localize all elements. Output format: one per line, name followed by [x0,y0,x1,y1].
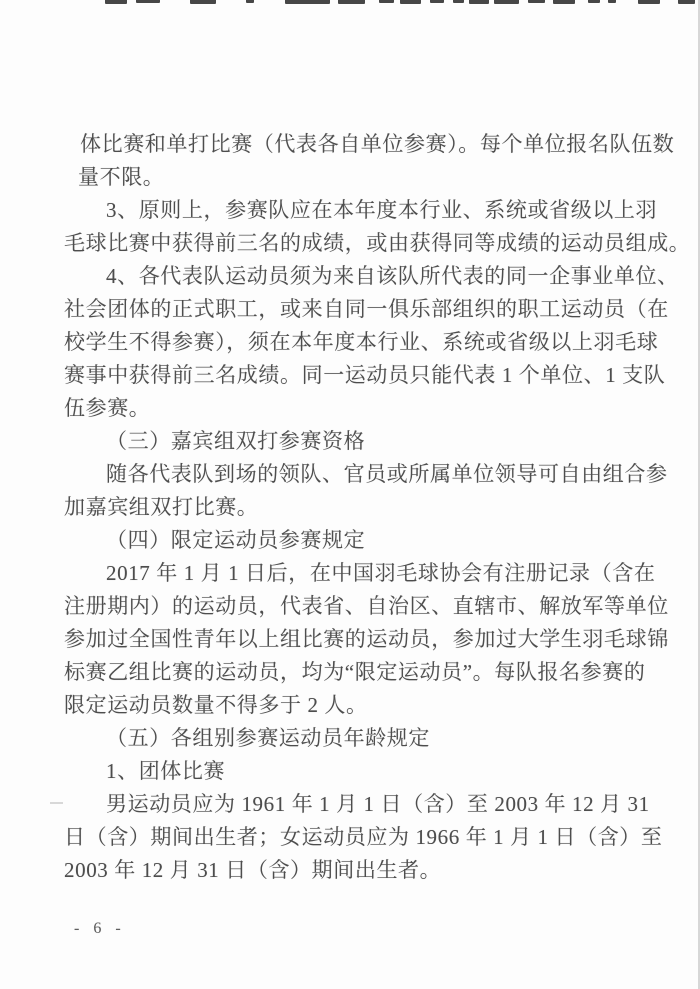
document-body [64,128,691,887]
document-line: 2003 年 12 月 31 日（含）期间出生者。 [64,858,442,882]
document-line: 1、团体比赛 [106,759,226,783]
document-line: 毛球比赛中获得前三名的成绩，或由获得同等成绩的运动员组成。 [64,231,691,255]
scan-top-edge-mark [246,0,254,3]
document-line: 限定运动员数量不得多于 2 人。 [64,693,368,717]
document-line: 男运动员应为 1961 年 1 月 1 日（含）至 2003 年 12 月 31 [106,792,650,816]
scan-top-edge-mark [338,0,365,4]
document-line: 赛事中获得前三名成绩。同一运动员只能代表 1 个单位、1 支队 [64,363,666,387]
scan-top-edge-mark [588,0,600,3]
scan-top-edge-mark [430,0,444,3]
document-line: 随各代表队到场的领队、官员或所属单位领导可自由组合参 [106,462,668,486]
scan-top-edge-mark [608,0,616,3]
document-line: 伍参赛。 [64,396,151,420]
document-line: 体比赛和单打比赛（代表各自单位参赛）。每个单位报名队伍数 [80,132,675,156]
scan-top-edge-mark [190,0,216,4]
document-line: 日（含）期间出生者；女运动员应为 1966 年 1 月 1 日（含）至 [64,825,663,849]
scan-top-edge-artifacts [0,0,700,8]
document-line: 参加过全国性青年以上组比赛的运动员，参加过大学生羽毛球锦 [64,627,669,651]
document-line: 3、原则上，参赛队应在本年度本行业、系统或省级以上羽 [106,198,658,222]
scan-top-edge-mark [285,0,330,4]
scan-left-margin-mark [50,802,63,804]
scan-top-edge-mark [379,0,394,3]
document-line: 量不限。 [78,165,165,189]
document-line: 2017 年 1 月 1 日后，在中国羽毛球协会有注册记录（含在 [106,561,656,585]
scan-top-edge-mark [136,0,160,3]
document-line: 社会团体的正式职工，或来自同一俱乐部组织的职工运动员（在 [64,297,669,321]
document-line: （三）嘉宾组双打参赛资格 [106,429,366,453]
scan-top-edge-mark [678,0,695,4]
scan-top-edge-mark [469,0,489,4]
scan-top-edge-mark [494,0,519,4]
scan-top-edge-mark [528,0,545,3]
scan-top-edge-mark [400,0,421,4]
scan-top-edge-mark [105,0,127,4]
document-line: （四）限定运动员参赛规定 [106,528,366,552]
scan-top-edge-mark [638,0,660,4]
page-number: - 6 - [74,920,126,937]
document-line: （五）各组别参赛运动员年龄规定 [106,726,430,750]
scan-top-edge-mark [553,0,575,4]
scan-top-edge-mark [453,0,464,3]
document-line: 校学生不得参赛），须在本年度本行业、系统或省级以上羽毛球 [64,330,659,354]
document-line: 标赛乙组比赛的运动员，均为“限定运动员”。每队报名参赛的 [64,660,646,684]
document-line: 加嘉宾组双打比赛。 [64,495,259,519]
document-line: 4、各代表队运动员须为来自该队所代表的同一企事业单位、 [106,264,679,288]
document-line: 注册期内）的运动员，代表省、自治区、直辖市、解放军等单位 [64,594,669,618]
